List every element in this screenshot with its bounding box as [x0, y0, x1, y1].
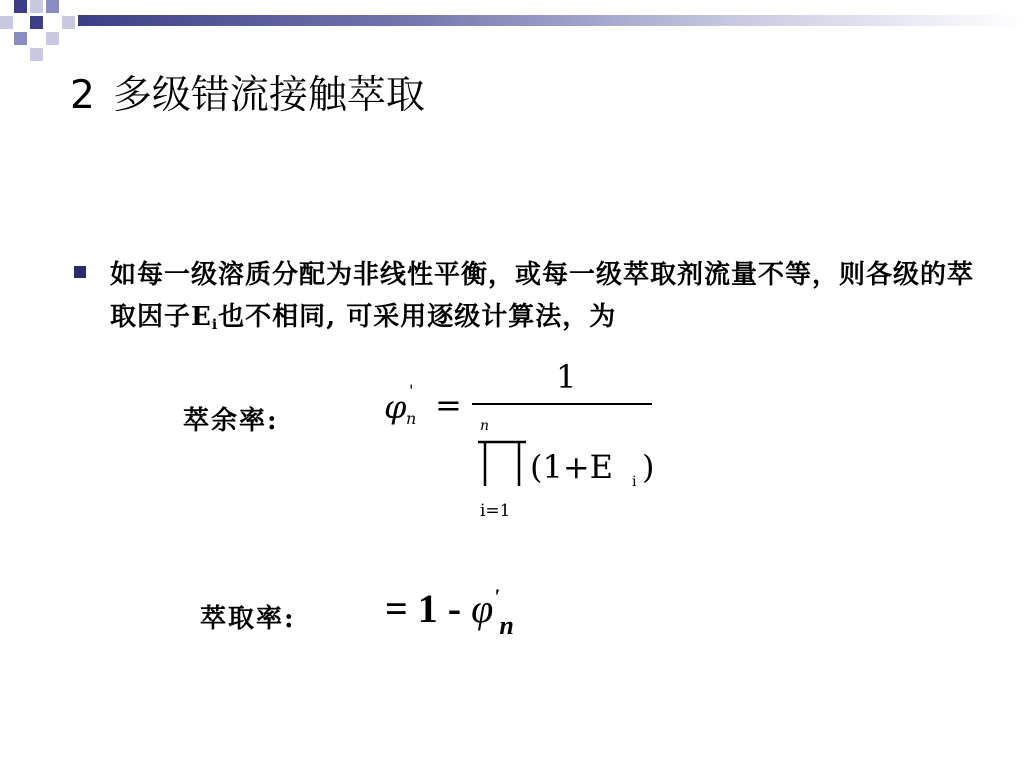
- bullet-square-icon: [74, 266, 86, 278]
- title-text: 多级错流接触萃取: [112, 73, 425, 118]
- product-factor-close: ): [642, 448, 655, 486]
- corner-square: [30, 48, 43, 61]
- corner-square: [0, 16, 13, 29]
- corner-square: [46, 0, 59, 13]
- product-upper-limit: n: [480, 418, 490, 434]
- formula-lhs-sub: n: [406, 409, 417, 428]
- formula-lhs-phi: φ: [384, 388, 407, 426]
- corner-square: [62, 16, 75, 29]
- extraction-formula: [385, 584, 514, 641]
- corner-decoration: [0, 0, 100, 64]
- formula-numerator: 1: [556, 358, 577, 396]
- extraction-label: 萃取率:: [200, 604, 296, 634]
- corner-square: [30, 0, 43, 13]
- formula-equals: =: [435, 386, 462, 424]
- extraction-phi: φ: [471, 586, 494, 631]
- paragraph-subscript: i: [211, 317, 219, 333]
- formula-lhs-prime: ': [409, 381, 414, 400]
- extraction-prime: ': [493, 584, 500, 609]
- extraction-sub: n: [499, 611, 514, 640]
- corner-square: [14, 32, 27, 45]
- raffinate-label: 萃余率:: [183, 406, 279, 436]
- paragraph-text-part1: 如每一级溶质分配为非线性平衡，或每一级萃取剂流量不等，则各级的萃取因子E: [110, 260, 975, 332]
- product-symbol: [478, 442, 526, 486]
- product-factor-sub: i: [632, 474, 637, 490]
- corner-square: [46, 32, 59, 45]
- product-factor: (1+E: [530, 448, 614, 486]
- title-number: 2: [70, 73, 95, 118]
- corner-square: [14, 0, 27, 13]
- paragraph-text-part2: 也不相同, 可采用逐级计算法，为: [218, 302, 617, 332]
- product-lower-limit: i=1: [480, 501, 511, 521]
- header-gradient-bar: [78, 15, 1024, 26]
- raffinate-formula: [380, 356, 670, 526]
- slide-title: [70, 68, 425, 124]
- bullet-paragraph: [110, 254, 990, 346]
- corner-square: [30, 16, 43, 29]
- extraction-prefix: = 1 -: [385, 586, 472, 631]
